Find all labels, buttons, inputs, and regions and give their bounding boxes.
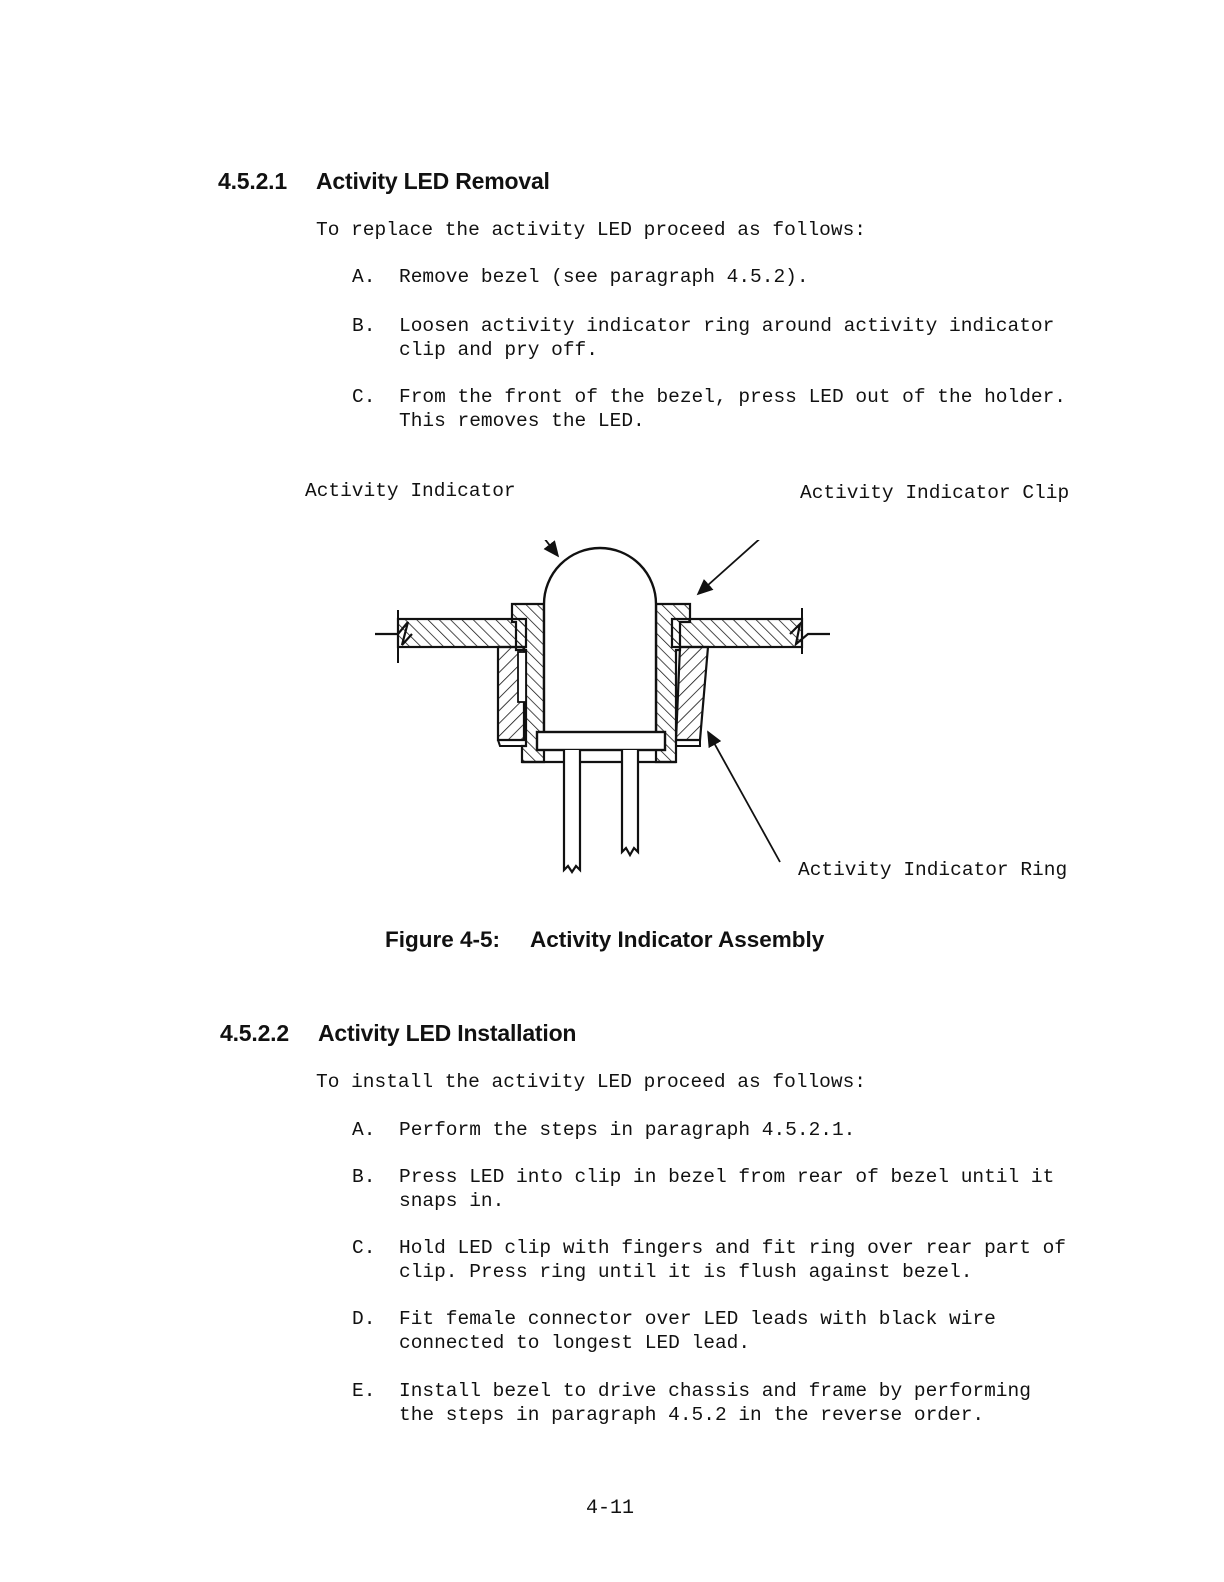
step-text: Hold LED clip with fingers and fit ring over rear part of clip. Press ring until it is flush against bezel. [399,1237,1067,1283]
figure-caption [385,927,824,953]
figure-caption-number: Figure 4-5: [385,927,501,952]
section-intro: To replace the activity LED proceed as follows: [316,219,866,241]
step-letter: C. [352,1237,376,1259]
step-text: Remove bezel (see paragraph 4.5.2). [399,266,809,288]
section-title: Activity LED Installation [318,1020,577,1046]
step-letter: D. [352,1308,376,1330]
step-text: Fit female connector over LED leads with black wire connected to longest LED lead. [399,1308,996,1354]
led-body [537,548,665,872]
figure-label-ring: Activity Indicator Ring [798,859,1068,881]
leader-ring [708,732,780,862]
leader-indicator [516,540,558,556]
section-heading-removal [218,168,550,195]
section-number: 4.5.2.2 [220,1020,289,1046]
step-letter: B. [352,1166,376,1188]
section-heading-installation [220,1020,576,1047]
section-title: Activity LED Removal [316,168,550,194]
figure-label-indicator: Activity Indicator [305,480,516,502]
step-letter: C. [352,386,376,408]
step-letter: B. [352,315,376,337]
section-intro: To install the activity LED proceed as follows: [316,1071,866,1093]
led-assembly-diagram [360,540,840,880]
step-letter: E. [352,1380,376,1402]
step-text: Press LED into clip in bezel from rear of bezel until it snaps in. [399,1166,1055,1212]
step-letter: A. [352,266,376,288]
step-letter: A. [352,1119,376,1141]
step-text: Perform the steps in paragraph 4.5.2.1. [399,1119,856,1141]
step-text: Loosen activity indicator ring around activity indicator clip and pry off. [399,315,1055,361]
page-number: 4-11 [586,1497,635,1520]
figure-label-clip: Activity Indicator Clip [800,482,1070,504]
step-text: From the front of the bezel, press LED out of the holder. This removes the LED. [399,386,1067,432]
figure-caption-title: Activity Indicator Assembly [530,927,825,952]
step-text: Install bezel to drive chassis and frame by performing the steps in paragraph 4.5.2 in the reverse order. [399,1380,1031,1426]
section-number: 4.5.2.1 [218,168,287,194]
leader-clip [698,540,792,594]
